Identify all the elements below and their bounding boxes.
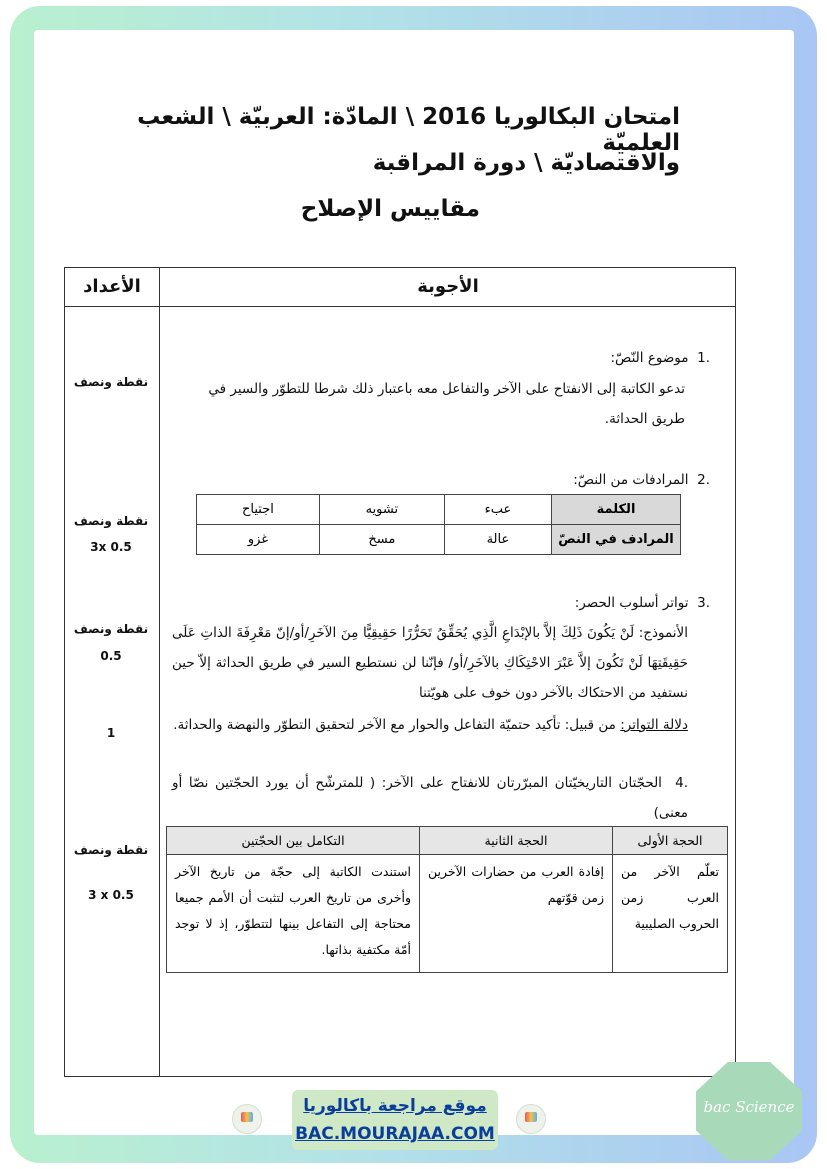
word-cell: اجتياح	[197, 495, 320, 525]
points-q1: نقطة ونصف	[73, 375, 149, 389]
arguments-header-second: الحجة الثانية	[420, 827, 613, 855]
q1-heading	[560, 343, 710, 373]
q1-title: موضوع النّصّ:	[610, 350, 689, 366]
arguments-row	[167, 855, 728, 973]
points-q3: نقطة ونصف	[73, 622, 149, 636]
exam-title-line2: والاقتصاديّة \ دورة المراقبة	[372, 150, 680, 176]
answers-column-header: الأجوبة	[417, 276, 479, 297]
footer-site-url[interactable]: BAC.MOURAJAA.COM	[295, 1124, 495, 1144]
q2-heading	[530, 465, 710, 495]
q2-title: المرادفات من النصّ:	[573, 472, 689, 488]
q4-intro-text: الحجّتان التاريخيّتان المبرّرتان للانفتاح على الآخر: ( للمترشّح أن يورد الحجّتين نصّا أو معنى)	[172, 775, 688, 821]
synonyms-header-word: الكلمة	[552, 495, 681, 525]
synonyms-header-match: المرادف في النصّ	[552, 525, 681, 555]
q1-answer: تدعو الكاتبة إلى الانفتاح على الآخر والتفاعل معه باعتبار ذلك شرطا للتطوّر والسير في طريق الحداثة.	[208, 381, 685, 427]
exam-subtitle: مقاييس الإصلاح	[300, 196, 480, 222]
arguments-header-first: الحجة الأولى	[613, 827, 728, 855]
q4-number: .4	[675, 775, 688, 791]
site-logo-icon	[232, 1104, 262, 1134]
q3-significance-label: دلالة التواتر:	[620, 717, 688, 733]
column-divider	[159, 268, 160, 1076]
q2-number: .2	[697, 472, 710, 488]
synonym-cell: عالة	[444, 525, 551, 555]
q3-significance-text: من قبيل: تأكيد حتميّة التفاعل والحوار مع الآخر لتحقيق التطوّر والنهضة والحداثة.	[173, 717, 621, 733]
word-cell: تشويه	[319, 495, 444, 525]
site-logo-icon	[516, 1104, 546, 1134]
arguments-header-integration: التكامل بين الحجّتين	[167, 827, 420, 855]
footer-site-name[interactable]: موقع مراجعة باكالوريا	[303, 1096, 487, 1116]
bac-science-badge-text: bac Science	[703, 1098, 795, 1116]
exam-title-line1: امتحان البكالوريا 2016 \ المادّة: العربيّة \ الشعب العلميّة	[137, 104, 680, 156]
synonyms-table	[196, 494, 681, 555]
q4-intro	[172, 768, 688, 828]
q3-title: تواتر أسلوب الحصر:	[574, 595, 689, 611]
q1-number: .1	[697, 350, 710, 366]
q3-heading	[530, 588, 710, 618]
points-q3-significance: 1	[106, 726, 116, 740]
synonyms-row-words	[197, 495, 681, 525]
word-cell: عبء	[444, 495, 551, 525]
q3-significance	[172, 710, 688, 740]
header-divider	[65, 306, 735, 307]
points-q3-detail: 0.5	[100, 649, 122, 663]
arguments-header-row	[167, 827, 728, 855]
synonym-cell: مسخ	[319, 525, 444, 555]
argument-integration-cell: استندت الكاتبة إلى حجّة من تاريخ الآخر وأخرى من تاريخ العرب لتثبت أن الأمم جميعا محتاجة إلى التفاعل بينها لتتطوّر، إذ لا توجد أمّة مكتفية بذاتها.	[167, 855, 420, 973]
arguments-table	[166, 826, 728, 973]
synonym-cell: غزو	[197, 525, 320, 555]
points-q4-detail: 3 x 0.5	[88, 888, 134, 902]
points-column-header: الأعداد	[83, 276, 141, 297]
points-q2-detail: 3x 0.5	[90, 540, 132, 554]
q3-number: .3	[697, 595, 710, 611]
points-q4: نقطة ونصف	[73, 843, 149, 857]
synonyms-row-matches	[197, 525, 681, 555]
points-q2: نقطة ونصف	[73, 514, 149, 528]
argument-second-cell: إفادة العرب من حضارات الآخرين زمن قوّتهم	[420, 855, 613, 973]
argument-first-cell: تعلّم الآخر من العرب زمن الحروب الصليبية	[613, 855, 728, 973]
q3-example: الأنموذج: لَنْ يَكُونَ ذَلِكَ إلاَّ بالإبْدَاعِ الَّذِي يُحَقِّقُ تَحَرُّرًا حَقِيقِيًّا مِنَ الآخَرِ/أو/إنّ مَعْرِفَةَ الذاتِ عَلَى حَقِيقَتِهَا لَنْ تَكُونَ إلاَّ عَبْرَ الاحْتِكَاكِ بالآخَرِ/أو/ فإنّنا لن نستطيع السير في طريق الحداثة إلاّ حين نستفيد من الاحتكاك بالآخر دون خوف على هويّتنا	[172, 625, 688, 701]
